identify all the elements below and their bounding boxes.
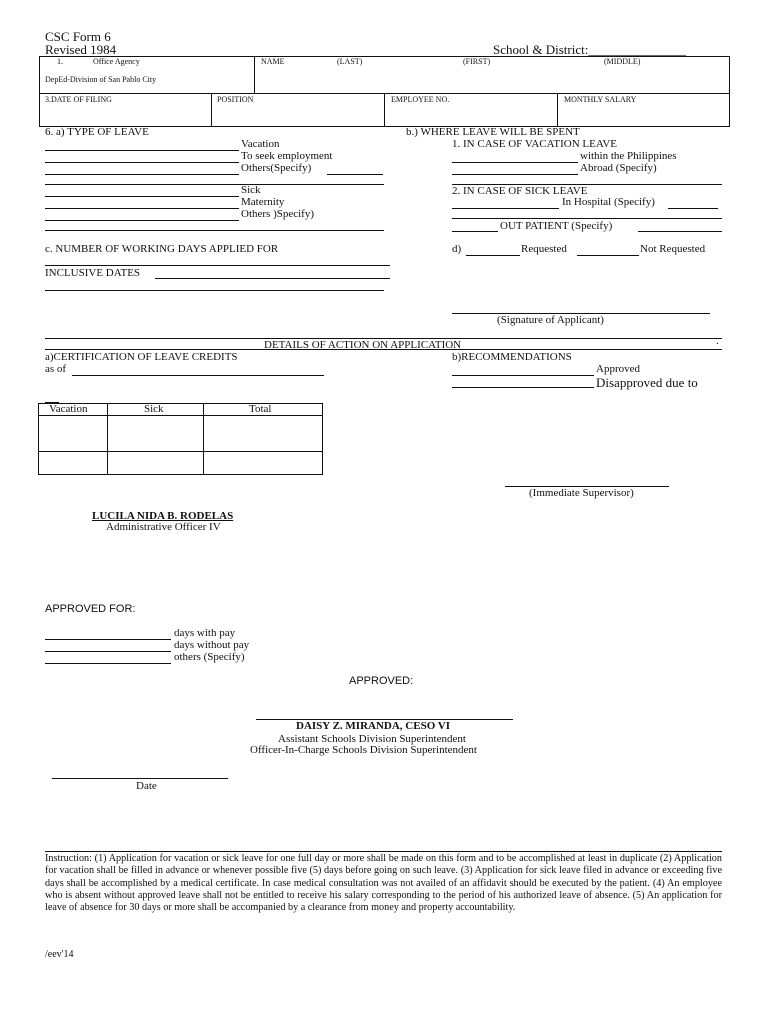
- office-agency-value[interactable]: DepEd-Division of San Pablo City: [45, 75, 157, 84]
- table-divider: [203, 403, 204, 475]
- out-patient-specify-line[interactable]: [638, 231, 722, 232]
- superintendent-title-2: Officer-In-Charge Schools Division Superintendent: [250, 744, 477, 756]
- days-with-pay-label: days with pay: [174, 627, 236, 639]
- as-of-label: as of: [45, 363, 67, 375]
- requested-option: Requested: [521, 243, 567, 255]
- name-label: NAME: [261, 57, 285, 66]
- table-divider: [38, 451, 323, 452]
- within-philippines-option: within the Philippines: [580, 150, 677, 162]
- table-divider: [254, 56, 255, 93]
- employee-no-label: EMPLOYEE NO.: [391, 95, 450, 104]
- footer-code: /eev'14: [45, 949, 74, 960]
- col-vacation: Vacation: [49, 403, 88, 415]
- inclusive-dates-line[interactable]: [155, 278, 390, 279]
- others-line[interactable]: [45, 174, 239, 175]
- date-label: Date: [136, 780, 157, 792]
- middle-name-label: (MIDDLE): [604, 57, 641, 66]
- details-action-heading: DETAILS OF ACTION ON APPLICATION: [264, 339, 462, 351]
- first-name-label: (FIRST): [463, 57, 491, 66]
- in-hospital-specify-line[interactable]: [668, 208, 718, 209]
- table-divider: [384, 93, 385, 127]
- instruction-text: Instruction: (1) Application for vacation or sick leave for one full day or more shall be made on this form and to be accomplished at least in duplicate (2) Application for vacation shall be filled in advance or whenever possible five (5) days before going on such leave. (3) Application for sick leave filed in advance or exceeding five days shall be accomplished by a medical certificate. In case medical consultation was not availed of an affidavit should be executed by the patient. (4) An employee who is absent without approved leave shall not be entitled to receive his salary corresponding to the period of his authorized leave of absence. (5) An application for leave of absence for 30 days or more shall be accompanied by a clearance from money and property accountability.: [45, 853, 722, 914]
- inclusive-dates-label: INCLUSIVE DATES: [45, 267, 141, 279]
- as-of-line[interactable]: [72, 375, 324, 376]
- abroad-line[interactable]: [452, 174, 578, 175]
- abroad-option: Abroad (Specify): [580, 162, 657, 174]
- table-divider: [557, 93, 558, 127]
- superintendent-name: DAISY Z. MIRANDA, CESO VI: [296, 720, 451, 732]
- sick-case-heading: 2. IN CASE OF SICK LEAVE: [452, 185, 588, 197]
- blank-line[interactable]: [452, 218, 722, 219]
- vacation-option: Vacation: [241, 138, 280, 150]
- where-leave-heading: b.) WHERE LEAVE WILL BE SPENT: [406, 126, 580, 138]
- d-label: d): [452, 243, 462, 255]
- supervisor-label: (Immediate Supervisor): [529, 487, 634, 499]
- in-hospital-line[interactable]: [452, 208, 559, 209]
- col-total: Total: [249, 403, 272, 415]
- revised-date: Revised 1984: [45, 42, 117, 57]
- position-label: POSITION: [217, 95, 254, 104]
- others-specify-approval-line[interactable]: [45, 663, 171, 664]
- sick-option: Sick: [241, 184, 261, 196]
- approved-line[interactable]: [452, 375, 594, 376]
- date-line[interactable]: [52, 778, 228, 779]
- officer-title: Administrative Officer IV: [106, 521, 221, 533]
- inclusive-dates-line-2[interactable]: [45, 290, 384, 291]
- office-number: 1.: [57, 57, 63, 66]
- not-requested-line[interactable]: [577, 255, 639, 256]
- others-specify-option: Others(Specify): [241, 162, 312, 174]
- maternity-option: Maternity: [241, 196, 285, 208]
- others-specify-line[interactable]: [327, 174, 383, 175]
- table-divider: [211, 93, 212, 127]
- school-district-field[interactable]: School & District:_______________: [493, 42, 686, 57]
- type-of-leave-heading: 6. a) TYPE OF LEAVE: [45, 126, 149, 138]
- in-hospital-option: In Hospital (Specify): [562, 196, 655, 208]
- vacation-case-heading: 1. IN CASE OF VACATION LEAVE: [452, 138, 618, 150]
- monthly-salary-label: MONTHLY SALARY: [564, 95, 637, 104]
- date-of-filing-label: 3.DATE OF FILING: [45, 95, 112, 104]
- seek-employment-option: To seek employment: [241, 150, 333, 162]
- officer-name: LUCILA NIDA B. RODELAS: [92, 510, 234, 522]
- table-divider: [107, 403, 108, 475]
- signature-label: (Signature of Applicant): [497, 314, 604, 326]
- vacation-line[interactable]: [45, 150, 239, 151]
- blank-line[interactable]: [45, 184, 384, 185]
- days-with-pay-line[interactable]: [45, 639, 171, 640]
- form-number: CSC Form 6: [45, 29, 111, 44]
- sick-line[interactable]: [45, 196, 239, 197]
- others2-option: Others )Specify): [241, 208, 315, 220]
- requested-line[interactable]: [466, 255, 520, 256]
- blank-line[interactable]: [45, 230, 384, 231]
- days-without-pay-line[interactable]: [45, 651, 171, 652]
- within-philippines-line[interactable]: [452, 162, 578, 163]
- not-requested-option: Not Requested: [640, 243, 706, 255]
- maternity-line[interactable]: [45, 208, 239, 209]
- days-without-pay-label: days without pay: [174, 639, 250, 651]
- seek-employment-line[interactable]: [45, 162, 239, 163]
- others-specify-approval-label: others (Specify): [174, 651, 245, 663]
- others2-line[interactable]: [45, 220, 239, 221]
- recommendations-label: b)RECOMMENDATIONS: [452, 351, 572, 363]
- table-divider: [38, 415, 323, 416]
- col-sick: Sick: [144, 403, 164, 415]
- approved-for-label: APPROVED FOR:: [45, 603, 136, 615]
- disapproved-line[interactable]: [452, 387, 594, 388]
- instruction-divider: [45, 851, 722, 852]
- out-patient-option: OUT PATIENT (Specify): [500, 220, 613, 232]
- out-patient-line[interactable]: [452, 231, 498, 232]
- superintendent-title-1: Assistant Schools Division Superintendent: [278, 733, 466, 745]
- dot-mark: .: [716, 335, 719, 347]
- approved-label: APPROVED:: [349, 675, 414, 687]
- certification-label: a)CERTIFICATION OF LEAVE CREDITS: [45, 351, 238, 363]
- working-days-label: c. NUMBER OF WORKING DAYS APPLIED FOR: [45, 243, 279, 255]
- approved-option: Approved: [596, 363, 640, 375]
- working-days-line[interactable]: [45, 265, 390, 266]
- last-name-label: (LAST): [337, 57, 363, 66]
- office-agency-label: Office Agency: [93, 57, 140, 66]
- disapproved-option: Disapproved due to: [596, 375, 698, 390]
